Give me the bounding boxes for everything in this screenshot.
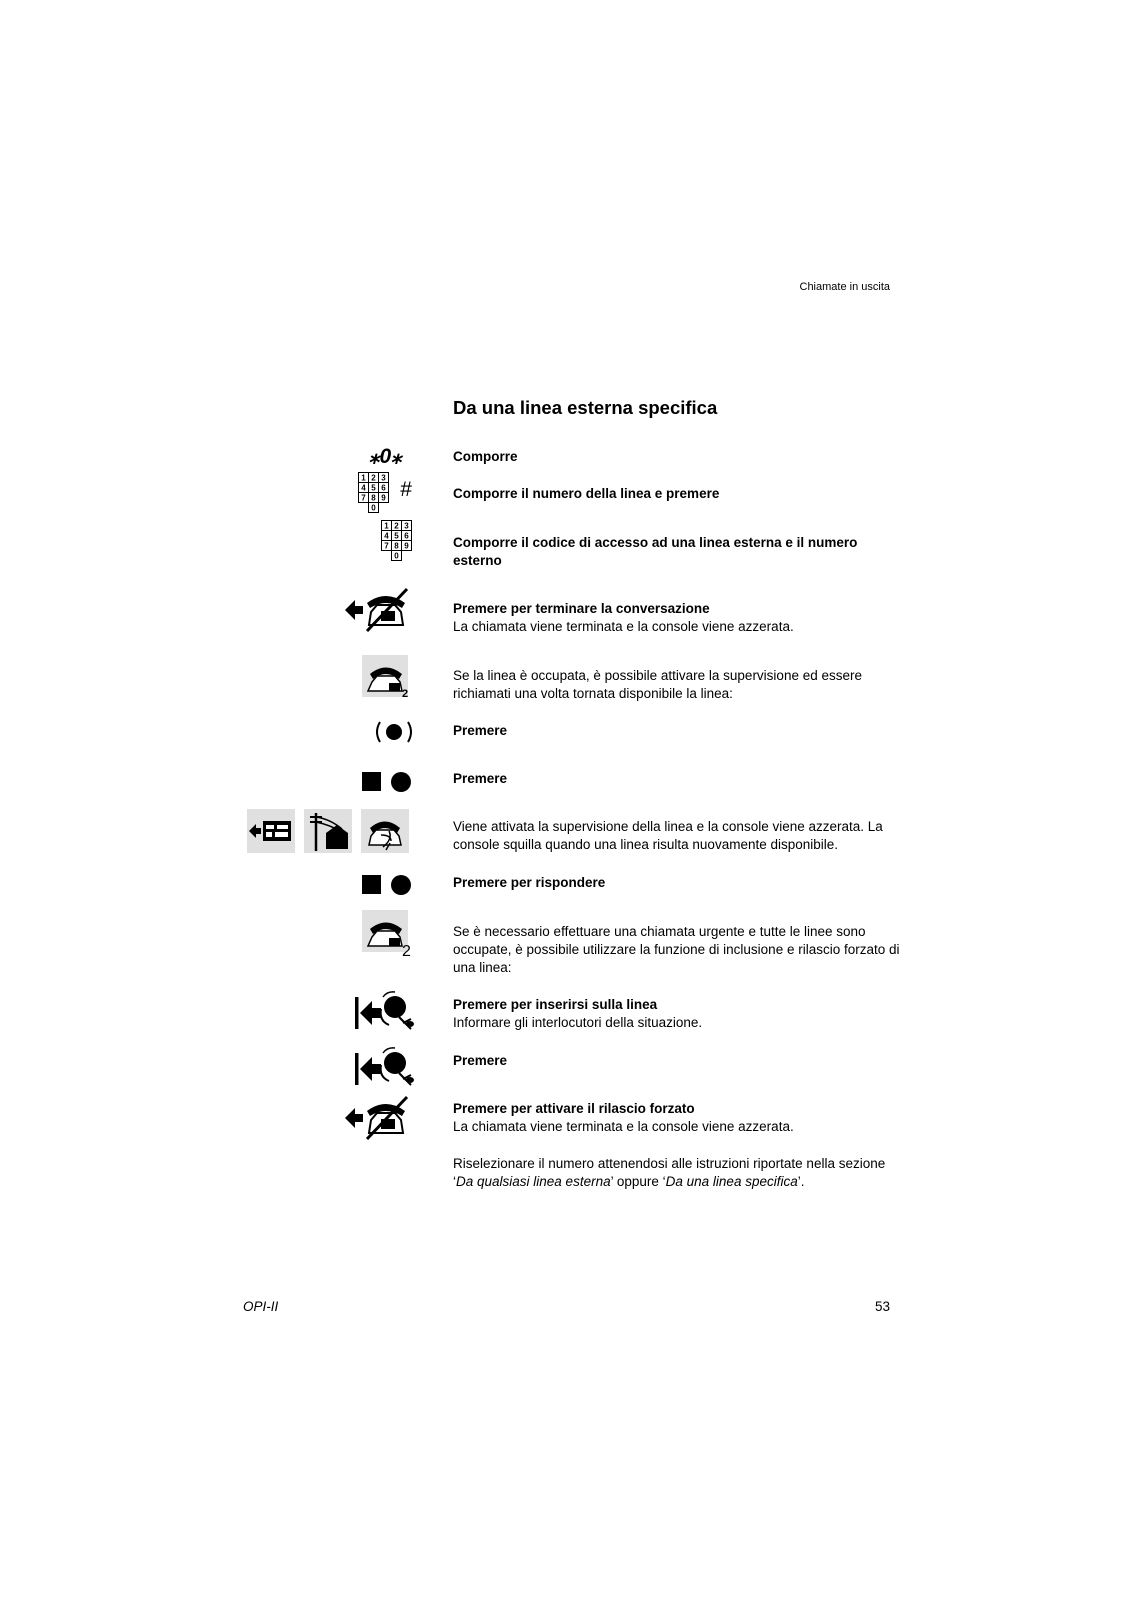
svg-text:9: 9 <box>404 541 409 551</box>
svg-text:7: 7 <box>384 541 389 551</box>
hash-key: # <box>400 478 412 501</box>
cross-reference-link: Da qualsiasi linea esterna <box>456 1174 611 1189</box>
svg-text:1: 1 <box>361 473 366 483</box>
step-supervision-note: Viene attivata la supervisione della linea e la console viene azzerata. La console squilla quando una linea risulta nuovamente disponibile. <box>453 819 883 852</box>
svg-text:6: 6 <box>404 531 409 541</box>
step-forced-release <box>453 1100 903 1136</box>
svg-text:9: 9 <box>381 493 386 503</box>
step-intrude <box>453 996 903 1032</box>
redial-text: ’. <box>797 1174 805 1189</box>
step-press: Premere <box>453 771 508 786</box>
keypad-icon <box>381 520 413 562</box>
square-circle-key-icon <box>362 874 412 896</box>
redial-text: ’ oppure ‘ <box>610 1174 666 1189</box>
lamp-flashing-icon <box>374 720 414 744</box>
line-number-badge: 2 <box>402 688 409 700</box>
svg-text:6: 6 <box>381 483 386 493</box>
svg-text:8: 8 <box>394 541 399 551</box>
svg-text:2: 2 <box>394 521 399 531</box>
step-instruction: Premere per attivare il rilascio forzato <box>453 1101 695 1116</box>
step-description: La chiamata viene terminata e la console viene azzerata. <box>453 619 794 634</box>
step-redial-note <box>453 1155 903 1191</box>
cross-reference-link: Da una linea specifica <box>665 1174 798 1189</box>
step-instruction: Premere per terminare la conversazione <box>453 601 710 616</box>
external-line-house-icon <box>304 809 352 853</box>
step-dial-access-code: Comporre il codice di accesso ad una linea esterna e il numero esterno <box>453 535 858 568</box>
page-number: 53 <box>874 1299 890 1314</box>
step-end-conversation <box>453 600 903 636</box>
svg-text:0: 0 <box>394 551 399 561</box>
intrusion-key-icon <box>355 991 415 1033</box>
redial-text: Riselezionare il numero attenendosi alle istruzioni riportate nella sezione ‘ <box>453 1156 886 1189</box>
svg-text:3: 3 <box>404 521 409 531</box>
step-press: Premere <box>453 723 508 738</box>
line-number-badge: 2 <box>402 943 411 960</box>
svg-text:7: 7 <box>361 493 366 503</box>
intrusion-key-icon <box>355 1047 415 1089</box>
svg-text:4: 4 <box>384 531 389 541</box>
step-line-busy-note: Se la linea è occupata, è possibile attivare la supervisione ed essere richiamati una volta tornata disponibile la linea: <box>453 668 862 701</box>
step-dial-line-number: Comporre il numero della linea e premere <box>453 486 720 501</box>
keypad-icon <box>358 472 390 514</box>
step-description: Informare gli interlocutori della situazione. <box>453 1015 703 1030</box>
step-dial-code: Comporre <box>453 449 518 464</box>
svg-text:3: 3 <box>381 473 386 483</box>
svg-text:8: 8 <box>371 493 376 503</box>
svg-text:0: 0 <box>371 503 376 513</box>
step-description: La chiamata viene terminata e la console viene azzerata. <box>453 1119 794 1134</box>
step-instruction: Premere per inserirsi sulla linea <box>453 997 658 1012</box>
svg-text:5: 5 <box>371 483 376 493</box>
step-answer: Premere per rispondere <box>453 875 606 890</box>
phone-ringing-icon <box>361 809 409 853</box>
release-key-icon <box>345 1095 413 1141</box>
running-header: Chiamate in uscita <box>799 281 890 293</box>
svg-text:4: 4 <box>361 483 366 493</box>
product-name: OPI-II <box>243 1299 279 1314</box>
console-display-icon <box>247 809 295 853</box>
star-zero-star-code: ⁎0⁎ <box>369 445 402 468</box>
svg-text:2: 2 <box>371 473 376 483</box>
step-urgent-call-note: Se è necessario effettuare una chiamata urgente e tutte le linee sono occupate, è possibile utilizzare la funzione di inclusione e rilascio forzato di una linea: <box>453 924 900 975</box>
step-press: Premere <box>453 1053 508 1068</box>
square-circle-key-icon <box>362 771 412 793</box>
svg-text:5: 5 <box>394 531 399 541</box>
release-key-icon <box>345 587 413 633</box>
svg-text:1: 1 <box>384 521 389 531</box>
section-title: Da una linea esterna specifica <box>453 397 718 418</box>
